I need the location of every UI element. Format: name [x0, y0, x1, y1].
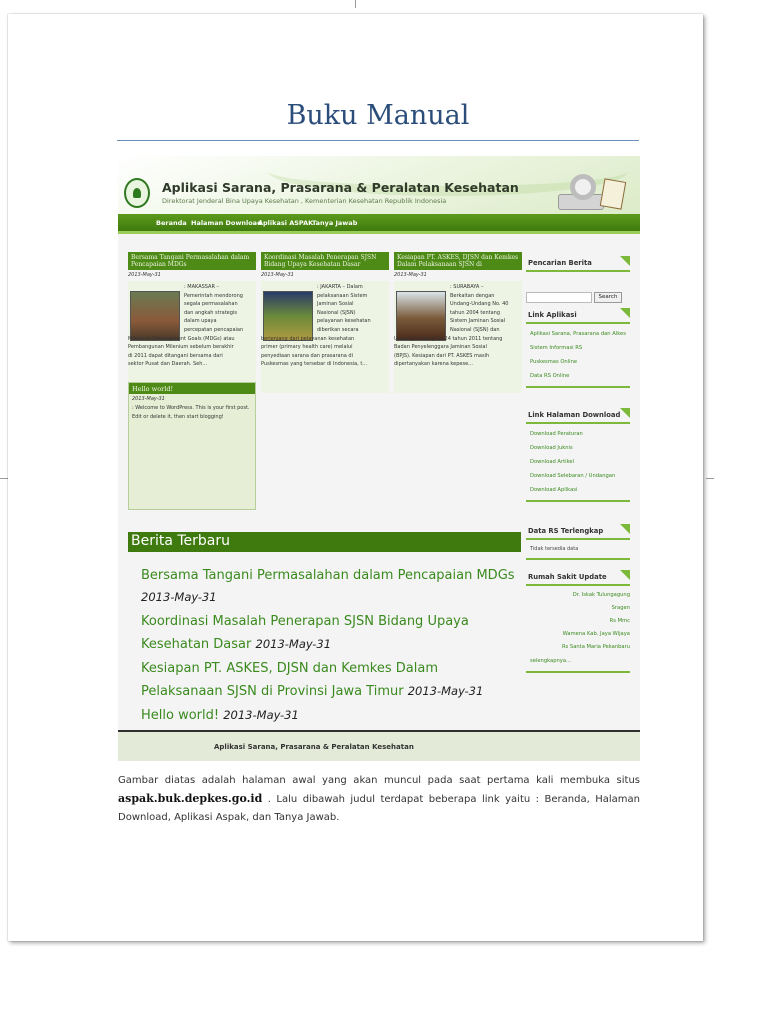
hello-title[interactable]: Hello world!: [129, 383, 255, 394]
post-card: [128, 252, 256, 393]
website-screenshot: [118, 156, 640, 761]
post-body: [261, 281, 389, 393]
post-date: 2013-May-31: [394, 272, 427, 278]
post-excerpt: : JAKARTA – Dalam pelaksanaan Sistem Jaminan Sosial Nasional (SJSN) pelayanan kesehatan diberikan secara berjenjang dari pelayanan kesehatan primer (primary health care) melalui penyediaan sarana dan prasarana di Puskesmas yang tersebar di Indonesia, t...: [261, 284, 371, 368]
post-card: [394, 252, 522, 393]
berita-item[interactable]: Hello world! 2013-May-31: [141, 708, 299, 723]
nav-beranda[interactable]: Beranda: [156, 219, 187, 227]
hello-world-card: [128, 382, 256, 510]
crop-mark-left: [0, 478, 8, 479]
post-title[interactable]: Koordinasi Masalah Penerapan SJSN Bidang Upaya Kesehatan Dasar: [261, 252, 389, 270]
sidebar-link[interactable]: Rs Santa Maria Pekanbaru: [561, 644, 630, 650]
berita-item[interactable]: Kesehatan Dasar 2013-May-31: [141, 637, 332, 652]
crop-mark-top: [355, 0, 356, 8]
sidebar-link[interactable]: selengkapnya...: [530, 658, 571, 664]
post-card: [261, 252, 389, 393]
sidebar-divider: [526, 386, 630, 388]
sidebar-link[interactable]: Aplikasi Sarana, Prasarana dan Alkes: [530, 331, 626, 337]
berita-item[interactable]: Koordinasi Masalah Penerapan SJSN Bidang Upaya: [141, 614, 469, 629]
sidebar-link[interactable]: Dr. Iskak Tulungagung: [572, 592, 630, 598]
post-excerpt: : SURABAYA – Berkaitan dengan Undang-Undang No. 40 tahun 2004 tentang Sistem Jaminan Sosial Nasional (SJSN) dan Undang-Undang No.24 tahun 2011 tentang Badan Penyelenggara Jaminan Sosial (BPJS). Kesiapan dari PT. ASKES masih dipertanyakan karena kepese...: [394, 284, 509, 368]
sidebar-link[interactable]: Download Juknis: [530, 445, 573, 451]
sidebar-link[interactable]: Puskesmas Online: [530, 359, 578, 365]
document-title: Buku Manual: [286, 100, 470, 131]
sidebar-divider: [526, 500, 630, 502]
nav-halaman-download[interactable]: Halaman Download: [191, 219, 262, 227]
site-header: [118, 156, 640, 214]
data-rs-heading: Data RS Terlengkap: [526, 524, 630, 540]
berita-item[interactable]: Bersama Tangani Permasalahan dalam Pencapaian MDGs: [141, 568, 515, 583]
berita-date: 2013-May-31: [141, 590, 217, 604]
site-nav: [118, 214, 640, 234]
post-excerpt: : MAKASSAR – Pemerintah mendorong segala permasalahan dan angkah strategis dalam upaya percepatan pencapaian Milenium Development Goals (MDGs) atau Pembangunan Milenium sebelum berakhir di 2011 dapat ditangani bersama dari sektor Pusat dan Daerah. Seh...: [128, 284, 244, 368]
document-page: [8, 14, 703, 941]
sidebar-link[interactable]: Download Artikel: [530, 459, 575, 465]
sidebar-downloads: [526, 408, 630, 502]
search-input[interactable]: [526, 292, 592, 303]
sidebar-link[interactable]: Sistem Informasi RS: [530, 345, 583, 351]
footer-text: Aplikasi Sarana, Prasarana & Peralatan Kesehatan: [214, 743, 414, 751]
caption-text: Gambar diatas adalah halaman awal yang akan muncul pada saat pertama kali membuka situs: [118, 775, 640, 786]
post-date: 2013-May-31: [261, 272, 294, 278]
caption-paragraph: [118, 772, 640, 827]
berita-terbaru-heading: Berita Terbaru: [128, 532, 521, 552]
apps-heading: Link Aplikasi: [526, 308, 630, 324]
kemenkes-logo-icon: [124, 178, 150, 208]
sidebar-link[interactable]: Download Aplikasi: [530, 487, 578, 493]
caption-text: . Lalu dibawah judul terdapat beberapa link yaitu : Beranda, Halaman Download, Aplikasi Aspak, dan Tanya Jawab.: [118, 794, 640, 823]
rs-update-heading: Rumah Sakit Update: [526, 570, 630, 586]
search-button[interactable]: Search: [594, 292, 622, 303]
site-subtitle: Direktorat Jenderal Bina Upaya Kesehatan , Kementerian Kesehatan Republik Indonesia: [162, 197, 447, 205]
caption-url: aspak.buk.depkes.go.id: [118, 792, 263, 805]
post-title[interactable]: Bersama Tangani Permasalahan dalam Pencapaian MDGs: [128, 252, 256, 270]
berita-item[interactable]: Kesiapan PT. ASKES, DJSN dan Kemkes Dalam: [141, 661, 438, 676]
title-underline: [117, 140, 639, 141]
crop-mark-right: [706, 478, 714, 479]
sidebar-link[interactable]: Sragen: [611, 605, 630, 611]
post-title[interactable]: Kesiapan PT. ASKES, DJSN dan Kemkes Dalam Pelaksanaan SJSN di: [394, 252, 522, 270]
sidebar-data-rs: [526, 524, 630, 560]
sidebar-divider: [526, 671, 630, 673]
sidebar-link[interactable]: Download Selebaran / Undangan: [530, 473, 616, 479]
post-body: [394, 281, 522, 393]
berita-item[interactable]: Pelaksanaan SJSN di Provinsi Jawa Timur 2013-May-31: [141, 684, 484, 699]
search-heading: Pencarian Berita: [526, 256, 630, 272]
sidebar-link[interactable]: Rs Mmc: [609, 618, 630, 624]
sidebar-link[interactable]: Data RS Online: [530, 373, 570, 379]
hello-date: 2013-May-31: [132, 396, 165, 402]
sidebar-rs-update: [526, 570, 630, 673]
data-rs-note: Tidak tersedia data: [530, 546, 579, 552]
download-heading: Link Halaman Download: [526, 408, 630, 424]
nav-aplikasi-aspak[interactable]: Aplikasi ASPAK: [258, 219, 314, 227]
post-body: [128, 281, 256, 393]
site-title: Aplikasi Sarana, Prasarana & Peralatan Kesehatan: [162, 180, 519, 195]
nav-tanya-jawab[interactable]: Tanya Jawab: [312, 219, 358, 227]
sidebar-link[interactable]: Download Peraturan: [530, 431, 583, 437]
sidebar-divider: [526, 558, 630, 560]
sidebar-link[interactable]: Wamena Kab. Jaya Wijaya: [562, 631, 630, 637]
site-footer: [118, 732, 640, 761]
post-date: 2013-May-31: [128, 272, 161, 278]
medical-equipment-icon: [556, 170, 632, 214]
hello-excerpt: : Welcome to WordPress. This is your first post. Edit or delete it, then start blogging!: [132, 405, 250, 420]
sidebar-search: [526, 256, 630, 272]
sidebar-apps: [526, 308, 630, 388]
